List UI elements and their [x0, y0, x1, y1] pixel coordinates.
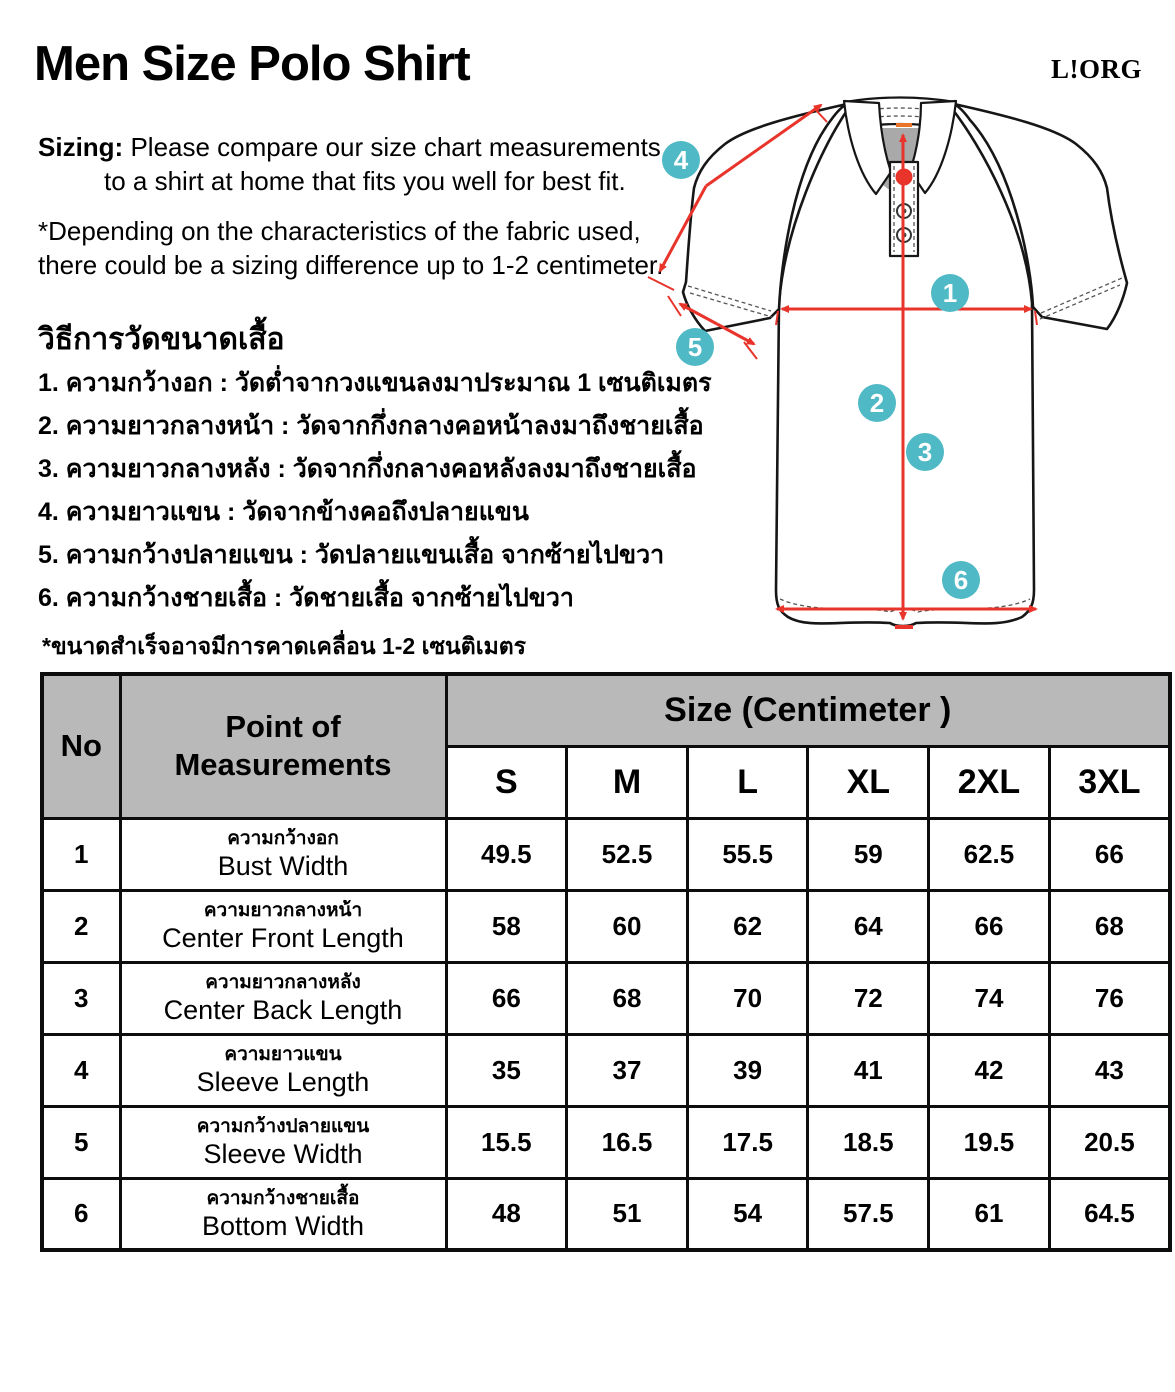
- size-value-cell: 19.5: [929, 1106, 1050, 1178]
- size-value-cell: 70: [687, 962, 808, 1034]
- sizing-label: Sizing:: [38, 132, 124, 162]
- sleeve-width-tick: [668, 296, 681, 316]
- measurement-thai-label: ความกว้างปลายแขน: [196, 1116, 370, 1137]
- size-group-header: Size (Centimeter ): [446, 674, 1170, 746]
- size-column-header: 2XL: [929, 746, 1050, 818]
- size-value-cell: 54: [687, 1178, 808, 1250]
- thai-instruction-item: 2. ความยาวกลางหน้า : วัดจากกึ่งกลางคอหน้าลงมาถึงชายเสื้อ: [38, 412, 704, 440]
- measurement-thai-label: ความยาวกลางหลัง: [205, 972, 361, 993]
- size-value-cell: 20.5: [1049, 1106, 1170, 1178]
- measurement-thai-label: ความกว้างชายเสื้อ: [206, 1187, 360, 1209]
- size-value-cell: 42: [929, 1034, 1050, 1106]
- table-row: [42, 962, 1170, 1034]
- row-number: 3: [42, 962, 120, 1034]
- center-arrow-origin-dot: [896, 169, 913, 186]
- page-title: Men Size Polo Shirt: [34, 37, 470, 91]
- size-value-cell: 62: [687, 890, 808, 962]
- sizing-note: [38, 130, 661, 198]
- svg-text:6: 6: [953, 565, 969, 595]
- polo-shirt-measurement-diagram: [628, 78, 1175, 645]
- size-value-cell: 61: [929, 1178, 1050, 1250]
- measurement-point-cell: [120, 1178, 446, 1250]
- size-column-header: XL: [808, 746, 929, 818]
- measurement-english-label: Bottom Width: [201, 1210, 365, 1241]
- table-row: [42, 890, 1170, 962]
- measurement-point-cell: [120, 1034, 446, 1106]
- size-table-body: [42, 818, 1170, 1250]
- size-value-cell: 48: [446, 1178, 567, 1250]
- sizing-text-1: Please compare our size chart measurements: [130, 132, 661, 162]
- size-value-cell: 72: [808, 962, 929, 1034]
- measurement-thai-label: ความยาวกลางหน้า: [203, 900, 363, 921]
- size-value-cell: 55.5: [687, 818, 808, 890]
- measurement-english-label: Sleeve Length: [196, 1067, 370, 1097]
- size-value-cell: 39: [687, 1034, 808, 1106]
- size-table: [40, 672, 1172, 1252]
- row-number: 6: [42, 1178, 120, 1250]
- svg-text:5: 5: [687, 332, 703, 362]
- size-value-cell: 41: [808, 1034, 929, 1106]
- size-value-cell: 66: [929, 890, 1050, 962]
- sizing-note-line1: [38, 130, 661, 164]
- measurement-point-cell: [120, 890, 446, 962]
- point-column-header: Point of Measurements: [120, 674, 446, 818]
- size-value-cell: 17.5: [687, 1106, 808, 1178]
- row-number: 4: [42, 1034, 120, 1106]
- thai-instruction-item: 3. ความยาวกลางหลัง : วัดจากกึ่งกลางคอหลังลงมาถึงชายเสื้อ: [38, 455, 697, 483]
- size-value-cell: 64: [808, 890, 929, 962]
- size-value-cell: 57.5: [808, 1178, 929, 1250]
- thai-instruction-item: 6. ความกว้างชายเสื้อ : วัดชายเสื้อ จากซ้ายไปขวา: [38, 584, 574, 612]
- measure-instructions-heading: วิธีการวัดขนาดเสื้อ: [38, 323, 285, 356]
- size-value-cell: 15.5: [446, 1106, 567, 1178]
- size-column-header: L: [687, 746, 808, 818]
- thai-instruction-item: 5. ความกว้างปลายแขน : วัดปลายแขนเสื้อ จากซ้ายไปขวา: [38, 541, 665, 569]
- measurement-english-label: Center Back Length: [163, 995, 403, 1025]
- size-value-cell: 52.5: [567, 818, 688, 890]
- thai-instruction-list: [38, 362, 712, 620]
- thai-instruction-item: 1. ความกว้างอก : วัดต่ำจากวงแขนลงมาประมาณ 1 เซนติเมตร: [38, 369, 712, 397]
- measurement-english-label: Sleeve Width: [203, 1139, 363, 1169]
- sleeve-length-tick: [648, 277, 674, 290]
- size-value-cell: 58: [446, 890, 567, 962]
- sizing-text-2: to a shirt at home that fits you well for best fit.: [104, 166, 626, 196]
- table-row: [42, 1034, 1170, 1106]
- size-value-cell: 68: [567, 962, 688, 1034]
- row-number: 1: [42, 818, 120, 890]
- size-value-cell: 49.5: [446, 818, 567, 890]
- size-value-cell: 35: [446, 1034, 567, 1106]
- size-group-header-row: [42, 674, 1170, 746]
- table-row: [42, 1178, 1170, 1250]
- measurement-point-cell: [120, 1106, 446, 1178]
- fabric-note-line2: there could be a sizing difference up to 1-2 centimeter.: [38, 250, 664, 280]
- size-value-cell: 62.5: [929, 818, 1050, 890]
- measure-marker-3: [906, 433, 944, 471]
- no-column-header: No: [42, 674, 120, 818]
- measurement-point-cell: [120, 818, 446, 890]
- measurement-point-cell: [120, 962, 446, 1034]
- size-value-cell: 60: [567, 890, 688, 962]
- sleeve-width-arrow-down: [717, 324, 754, 344]
- svg-text:3: 3: [917, 437, 933, 467]
- tolerance-note: *ขนาดสำเร็จอาจมีการคาดเคลื่อน 1-2 เซนติเมตร: [42, 633, 527, 659]
- table-row: [42, 1106, 1170, 1178]
- size-value-cell: 59: [808, 818, 929, 890]
- row-number: 2: [42, 890, 120, 962]
- size-value-cell: 76: [1049, 962, 1170, 1034]
- size-value-cell: 66: [1049, 818, 1170, 890]
- brand-logo: L!ORG: [1050, 54, 1142, 84]
- size-value-cell: 64.5: [1049, 1178, 1170, 1250]
- measure-marker-4: [662, 141, 700, 179]
- measurement-thai-label: ความยาวแขน: [224, 1044, 342, 1065]
- size-value-cell: 37: [567, 1034, 688, 1106]
- size-value-cell: 66: [446, 962, 567, 1034]
- size-column-header: 3XL: [1049, 746, 1170, 818]
- size-value-cell: 51: [567, 1178, 688, 1250]
- sleeve-width-tick: [744, 342, 757, 359]
- svg-text:4: 4: [673, 145, 689, 175]
- measure-marker-1: [931, 274, 969, 312]
- fabric-note: [38, 214, 663, 282]
- size-column-header: M: [567, 746, 688, 818]
- table-row: [42, 818, 1170, 890]
- measurement-thai-label: ความกว้างอก: [227, 828, 339, 849]
- measurement-english-label: Bust Width: [217, 851, 349, 881]
- measure-marker-2: [858, 384, 896, 422]
- svg-text:1: 1: [942, 278, 958, 308]
- measurement-english-label: Center Front Length: [162, 923, 404, 953]
- bust-arrow-tick: [1035, 311, 1037, 325]
- thai-instruction-item: 4. ความยาวแขน : วัดจากข้างคอถึงปลายแขน: [38, 498, 529, 526]
- size-column-header: S: [446, 746, 567, 818]
- size-value-cell: 43: [1049, 1034, 1170, 1106]
- row-number: 5: [42, 1106, 120, 1178]
- size-value-cell: 18.5: [808, 1106, 929, 1178]
- size-value-cell: 16.5: [567, 1106, 688, 1178]
- size-table-container: [40, 672, 1172, 1252]
- fabric-note-line1: *Depending on the characteristics of the fabric used,: [38, 216, 641, 246]
- size-value-cell: 68: [1049, 890, 1170, 962]
- measure-marker-5: [676, 328, 714, 366]
- measure-marker-6: [942, 561, 980, 599]
- svg-text:2: 2: [869, 388, 885, 418]
- size-value-cell: 74: [929, 962, 1050, 1034]
